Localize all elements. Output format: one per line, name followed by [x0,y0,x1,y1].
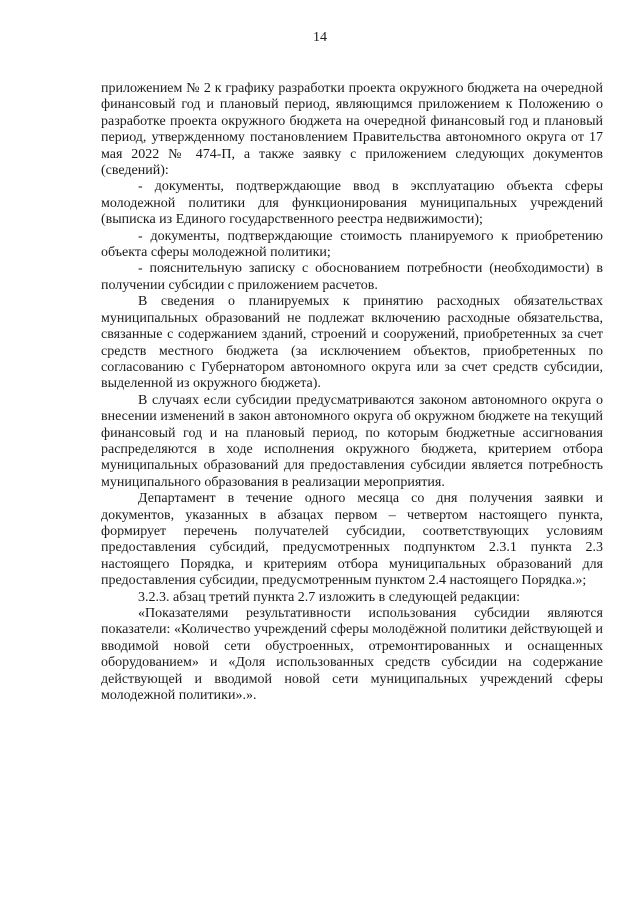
paragraph-selection-criteria: В случаях если субсидии предусматриваются законом автономного округа о внесении изменений в закон автономного округа об окружном бюджете на текущий финансовый год и на плановый период, по которым бюджетные ассигнования распределяются в ходе исполнения окружного бюджета, критерием отбора муниципальных образований для предоставления субсидии является потребность муниципального образования в реализации мероприятия. [101,392,603,490]
document-body [101,81,603,704]
paragraph-amendment-3-2-3: 3.2.3. абзац третий пункта 2.7 изложить в следующей редакции: [138,589,521,605]
paragraph-planned-obligations: В сведения о планируемых к принятию расходных обязательствах муниципальных образований не подлежат включению расходные обязательства, связанные с содержанием зданий, строений и сооружений, приобретенных за счет средств местного бюджета (за исключением объектов, приобретенных по согласованию с Губернатором автономного округа или за счет средств субсидии, выделенной из окружного бюджета). [101,294,603,392]
paragraph-performance-indicators: «Показателями результативности использования субсидии являются показатели: «Количество учреждений сферы молодёжной политики действующей и вводимой новой сети обустроенных, отремонтированных и оснащенных оборудованием» и «Доля использованных средств субсидии на содержание действующей и вводимой новой сети муниципальных учреждений сферы молодежной политики».». [101,606,603,704]
list-item-commissioning-documents: - документы, подтверждающие ввод в эксплуатацию объекта сферы молодежной политики для функционирования муниципальных учреждений (выписка из Единого государственного реестра недвижимости); [101,179,603,228]
paragraph-continuation: приложением № 2 к графику разработки проекта окружного бюджета на очередной финансовый год и плановый период, являющимся приложением к Положению о разработке проекта окружного бюджета на очередной финансовый год и плановый период, утвержденному постановлением Правительства автономного округа от 17 мая 2022 № 474-П, а также заявку с приложением следующих документов (сведений): [101,81,603,179]
list-item-explanatory-note: - пояснительную записку с обоснованием потребности (необходимости) в получении субсидии с приложением расчетов. [101,261,603,293]
page-number: 14 [313,30,327,45]
paragraph-department-procedure: Департамент в течение одного месяца со дня получения заявки и документов, указанных в абзацах первом – четвертом настоящего пункта, формирует перечень получателей субсидии, соответствующих условиям предоставления субсидий, предусмотренных подпунктом 2.3.1 пункта 2.3 настоящего Порядка, и критериям отбора муниципальных образований для предоставления субсидии, предусмотренным пунктом 2.4 настоящего Порядка.»; [101,491,603,589]
list-item-cost-documents: - документы, подтверждающие стоимость планируемого к приобретению объекта сферы молодежной политики; [101,228,603,261]
